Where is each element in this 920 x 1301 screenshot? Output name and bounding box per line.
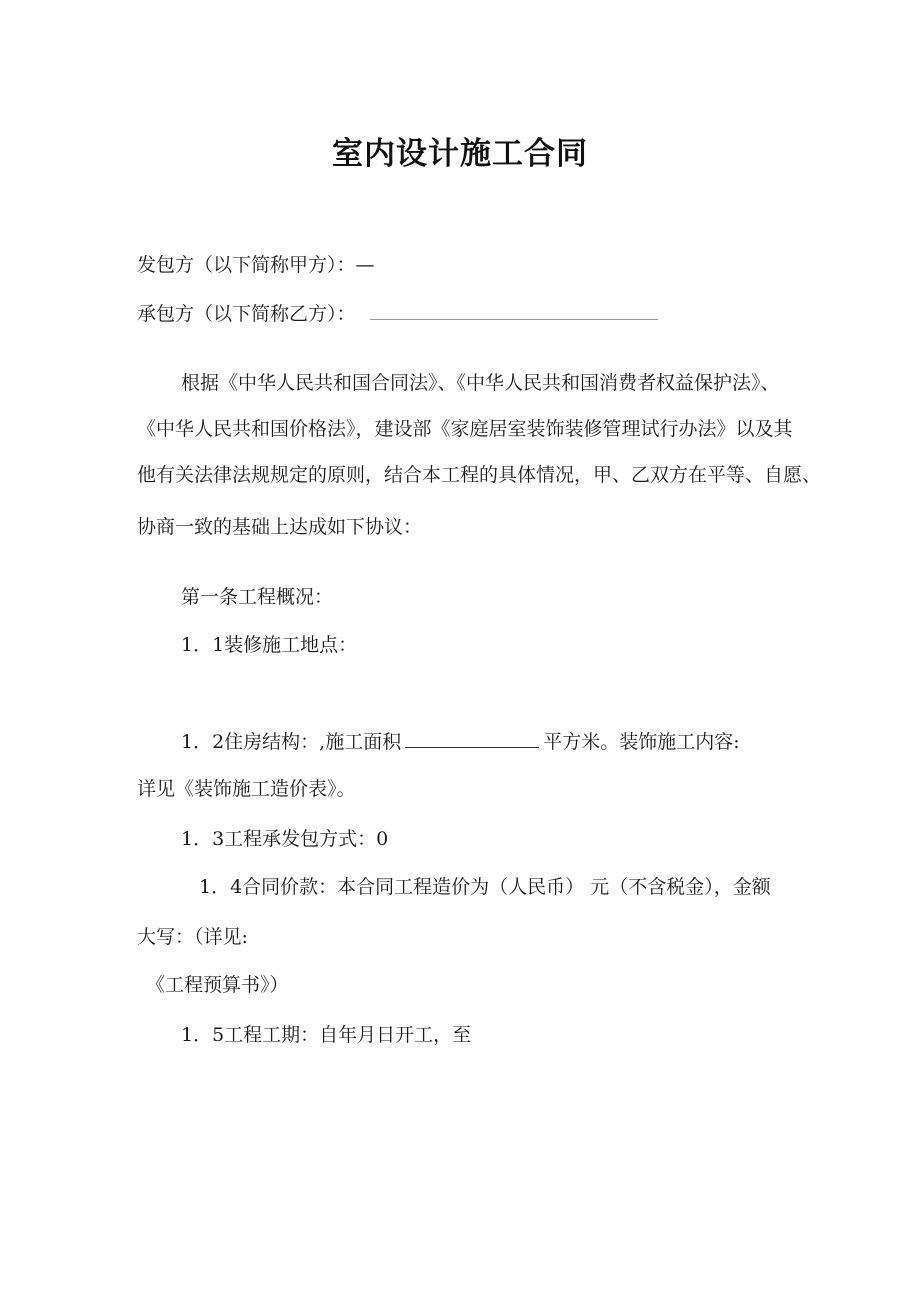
item-1-2-text-a: 1．2住房结构：,施工面积: [181, 731, 402, 753]
article-1-heading: 第一条工程概况：: [181, 586, 334, 608]
party-b-label: 承包方（以下简称乙方）：: [137, 303, 356, 325]
item-1-4-line-1: 1．4合同价款：本合同工程造价为（人民币） 元（不含税金），金额: [199, 876, 771, 898]
page-title: 室内设计施工合同: [332, 136, 588, 172]
preamble-line-4: 协商一致的基础上达成如下协议：: [137, 516, 423, 538]
preamble-line-2: 《中华人民共和国价格法》，建设部《家庭居室装饰装修管理试行办法》以及其: [137, 418, 793, 440]
preamble-line-1: 根据《中华人民共和国合同法》、《中华人民共和国消费者权益保护法》、: [181, 372, 780, 394]
party-a-label: 发包方（以下简称甲方）：—: [137, 254, 375, 276]
party-b-blank: [370, 299, 658, 320]
item-1-3: 1．3工程承发包方式：0: [181, 828, 389, 850]
item-1-2-line-2: 详见《装饰施工造价表》。: [137, 778, 356, 800]
preamble-line-3: 他有关法律法规规定的原则，结合本工程的具体情况，甲、乙双方在平等、自愿、: [137, 464, 822, 486]
item-1-4-line-2: 大写：（详见:: [137, 926, 248, 948]
party-a-line: [137, 251, 375, 279]
item-1-2-line-1: [181, 727, 740, 756]
party-b-line: [137, 299, 658, 328]
item-1-5: 1．5工程工期：自年月日开工，至: [181, 1024, 472, 1046]
item-1-2-text-b: 平方米。装饰施工内容:: [543, 731, 740, 753]
construction-area-blank: [405, 727, 539, 748]
item-1-4-line-3: 《工程预算书》）: [146, 974, 289, 996]
item-1-1: 1．1装修施工地点：: [181, 634, 358, 656]
